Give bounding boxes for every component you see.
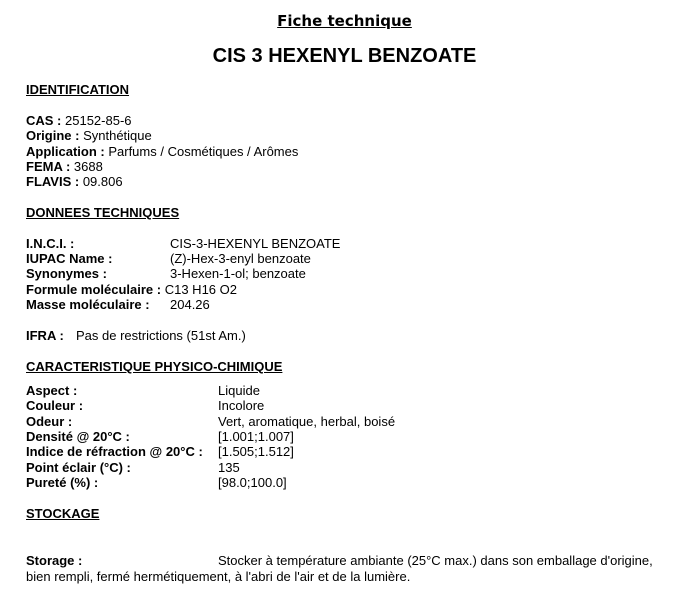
field-label: Densité @ 20°C : — [26, 429, 130, 444]
section-heading-identification: IDENTIFICATION — [26, 82, 130, 97]
storage-paragraph — [26, 553, 676, 585]
field-label: Aspect : — [26, 383, 78, 398]
field-label: Point éclair (°C) : — [26, 460, 131, 475]
field-label: CAS : — [26, 113, 62, 128]
ifra-label: IFRA : — [26, 328, 64, 343]
field-value: Incolore — [218, 398, 265, 413]
field-label: Pureté (%) : — [26, 475, 99, 490]
storage-label: Storage : — [26, 553, 83, 568]
field-value: 3-Hexen-1-ol; benzoate — [170, 266, 306, 281]
field-value: Parfums / Cosmétiques / Arômes — [108, 144, 299, 159]
field-value: CIS-3-HEXENYL BENZOATE — [170, 236, 341, 251]
field-label: Masse moléculaire : — [26, 297, 150, 312]
field-label: Odeur : — [26, 414, 73, 429]
field-label: IUPAC Name : — [26, 251, 113, 266]
field-row-cas — [26, 113, 132, 128]
document-title: Fiche technique — [277, 12, 412, 30]
field-value: C13 H16 O2 — [164, 282, 237, 297]
field-row-application — [26, 144, 298, 159]
field-value: 3688 — [73, 159, 103, 174]
field-value: [1.505;1.512] — [218, 444, 294, 459]
field-value: Liquide — [218, 383, 260, 398]
field-label: FEMA : — [26, 159, 71, 174]
field-value: 09.806 — [82, 174, 123, 189]
field-label: Formule moléculaire : — [26, 282, 162, 297]
section-heading-physico: CARACTERISTIQUE PHYSICO-CHIMIQUE — [26, 359, 283, 374]
storage-text: Stocker à température ambiante (25°C max.) dans son emballage d'origine, bien rempli, fermé hermétiquement, à l'abri de l'air et de la lumière. — [26, 553, 653, 584]
field-row-origine — [26, 128, 152, 143]
section-heading-technical: DONNEES TECHNIQUES — [26, 205, 180, 220]
product-name: CIS 3 HEXENYL BENZOATE — [212, 45, 477, 67]
field-value: Vert, aromatique, herbal, boisé — [218, 414, 396, 429]
field-value: Synthétique — [83, 128, 152, 143]
field-label: Origine : — [26, 128, 80, 143]
field-value: 204.26 — [170, 297, 210, 312]
field-label: Indice de réfraction @ 20°C : — [26, 444, 203, 459]
field-label: Synonymes : — [26, 266, 107, 281]
field-row-fema — [26, 159, 103, 174]
field-value: 135 — [218, 460, 240, 475]
field-value: (Z)-Hex-3-enyl benzoate — [170, 251, 311, 266]
field-label: I.N.C.I. : — [26, 236, 75, 251]
ifra-value: Pas de restrictions (51st Am.) — [76, 328, 246, 343]
section-heading-storage: STOCKAGE — [26, 506, 100, 521]
field-label: FLAVIS : — [26, 174, 80, 189]
field-value: [1.001;1.007] — [218, 429, 294, 444]
field-row-formule — [26, 282, 237, 297]
field-value: 25152-85-6 — [65, 113, 132, 128]
field-row-flavis — [26, 174, 123, 189]
field-label: Couleur : — [26, 398, 84, 413]
field-label: Application : — [26, 144, 105, 159]
field-value: [98.0;100.0] — [218, 475, 287, 490]
